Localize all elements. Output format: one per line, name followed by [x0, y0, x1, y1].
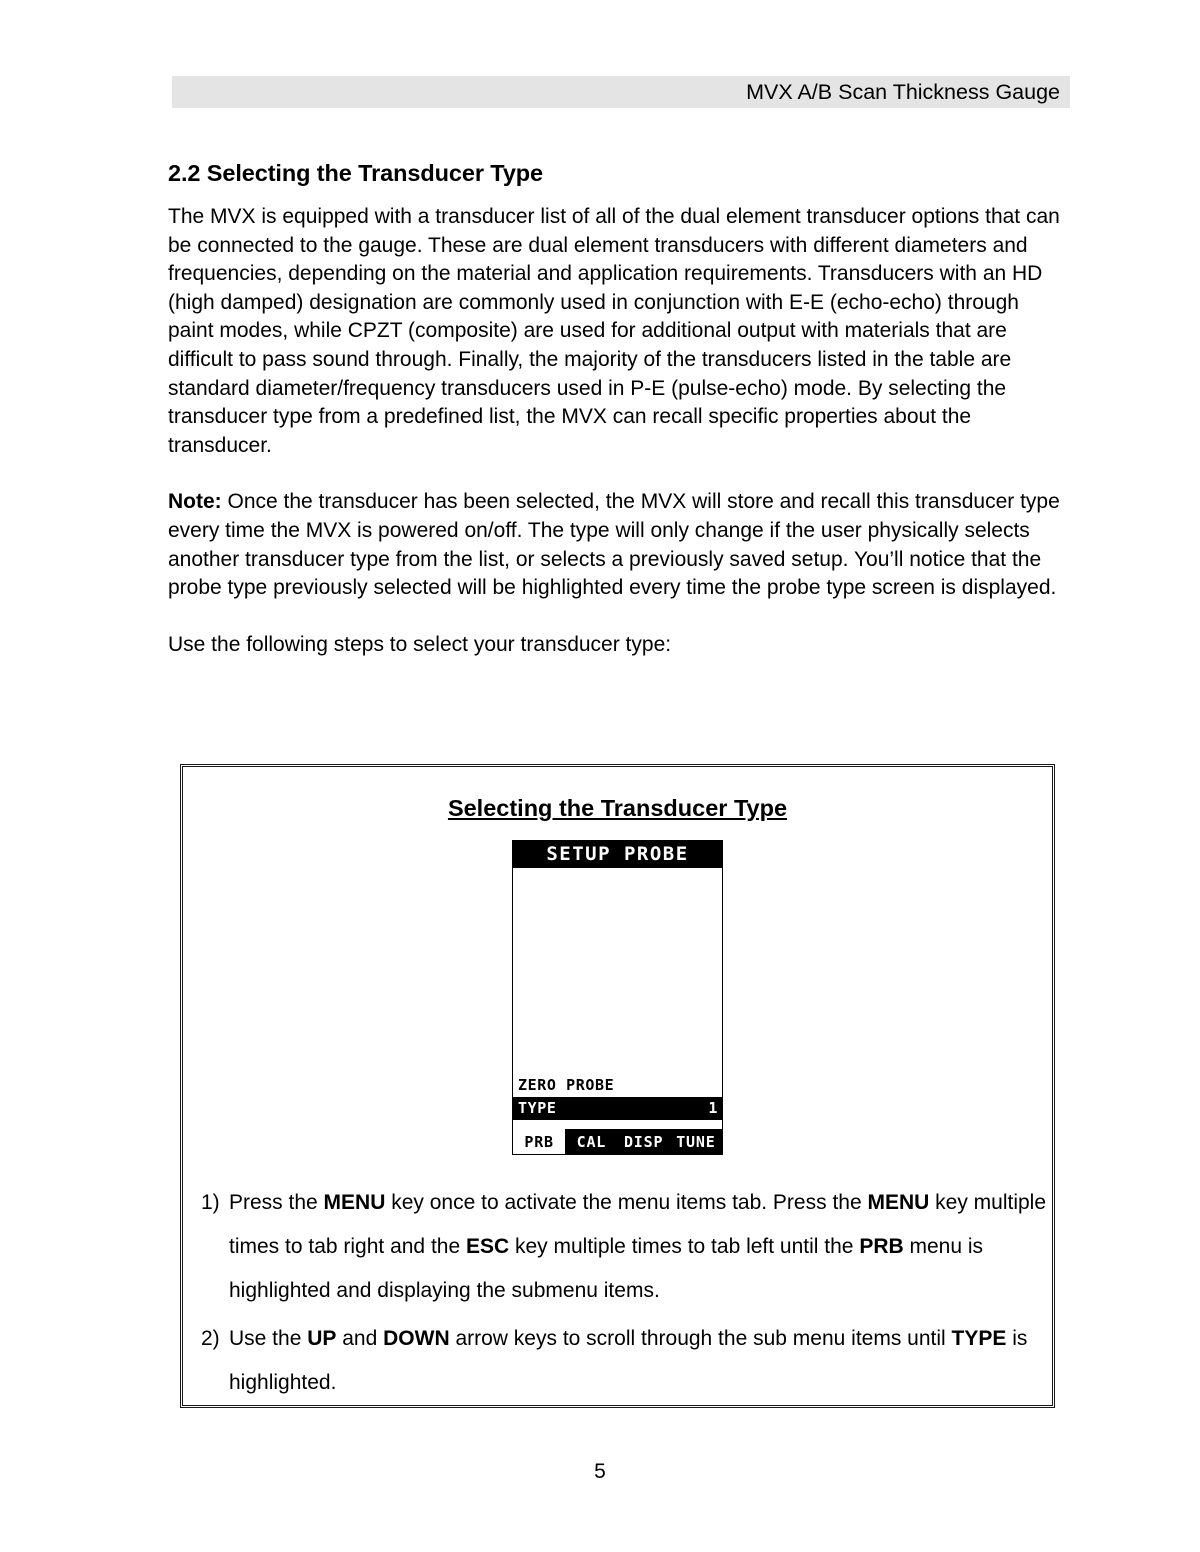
step-key-name: MENU — [323, 1191, 386, 1214]
step-key-name: UP — [307, 1327, 337, 1350]
procedure-figure-box — [180, 764, 1055, 1408]
note-body: Once the transducer has been selected, the MVX will store and recall this transducer type every time the MVX is powered on/off. The type will only change if the user physically selects another transducer type from the list, or selects a previously saved setup. You’ll notice that the probe type previously selected will be highlighted every time the probe type screen is displayed. — [168, 490, 1060, 600]
lcd-menu-row-label: TYPE — [518, 1099, 557, 1117]
step-text-run: key once to activate the menu items tab. Press the — [385, 1191, 868, 1214]
step-text — [229, 1191, 1046, 1302]
lcd-tab-cal[interactable]: CAL — [565, 1129, 617, 1154]
step-key-name: ESC — [465, 1235, 510, 1258]
lcd-menu-row[interactable] — [513, 1074, 722, 1097]
lcd-menu-list — [513, 1074, 722, 1120]
lcd-waveform-area — [513, 868, 722, 1074]
paragraph-intro: The MVX is equipped with a transducer list of all of the dual element transducer options that can be connected to the gauge. These are dual element transducers with different diameters and frequencies, depending on the material and application requirements. Transducers with an HD (high damped) designation are commonly used in conjunction with E-E (echo-echo) through paint modes, while CPZT (composite) are used for additional output with materials that are difficult to pass sound through. Finally, the majority of the transducers listed in the table are standard diameter/frequency transducers used in P-E (pulse-echo) mode. By selecting the transducer type from a predefined list, the MVX can recall specific properties about the transducer. — [168, 205, 1060, 457]
lcd-tab-disp[interactable]: DISP — [618, 1129, 670, 1154]
lcd-tab-tune[interactable]: TUNE — [670, 1129, 722, 1154]
step-key-name: MENU — [867, 1191, 930, 1214]
step-text-run: menu is highlighted and displaying the submenu items. — [229, 1235, 984, 1302]
procedure-step — [183, 1181, 1052, 1313]
lcd-menu-row[interactable] — [513, 1097, 722, 1120]
step-number: 2) — [201, 1327, 220, 1350]
step-number: 1) — [201, 1191, 220, 1214]
lcd-title-bar: SETUP PROBE — [513, 841, 722, 868]
lcd-tab-bar[interactable] — [513, 1129, 722, 1154]
procedure-step-list — [183, 1181, 1052, 1405]
gauge-lcd-screen — [512, 840, 723, 1155]
step-text-run: and — [336, 1327, 384, 1350]
step-key-name: TYPE — [951, 1327, 1007, 1350]
step-key-name: DOWN — [383, 1327, 450, 1350]
lcd-screenshot-container — [183, 840, 1052, 1155]
paragraph-steps-intro: Use the following steps to select your transducer type: — [168, 632, 672, 656]
step-text — [229, 1327, 1027, 1394]
step-key-name: PRB — [859, 1235, 904, 1258]
lcd-menu-row-value: 1 — [708, 1099, 718, 1117]
step-text-run: key multiple times to tab right and the — [229, 1191, 1047, 1258]
note-label: Note: — [168, 490, 222, 514]
figure-title: Selecting the Transducer Type — [447, 795, 788, 821]
step-text-run: arrow keys to scroll through the sub menu items until — [449, 1327, 952, 1350]
procedure-step — [183, 1317, 1052, 1405]
page-header-band — [172, 76, 1070, 108]
step-text-run: is highlighted. — [229, 1327, 1028, 1394]
page-number: 5 — [594, 1460, 606, 1483]
step-text-run: key multiple times to tab left until the — [509, 1235, 860, 1258]
step-text-run: Press the — [229, 1191, 324, 1214]
document-body — [168, 160, 1066, 659]
step-text-run: Use the — [229, 1327, 308, 1350]
page-header-title: MVX A/B Scan Thickness Gauge — [746, 80, 1060, 104]
lcd-menu-row-label: ZERO PROBE — [518, 1076, 615, 1094]
section-heading: 2.2 Selecting the Transducer Type — [168, 160, 544, 186]
paragraph-note — [168, 488, 1066, 602]
lcd-tab-prb[interactable]: PRB — [513, 1129, 565, 1154]
